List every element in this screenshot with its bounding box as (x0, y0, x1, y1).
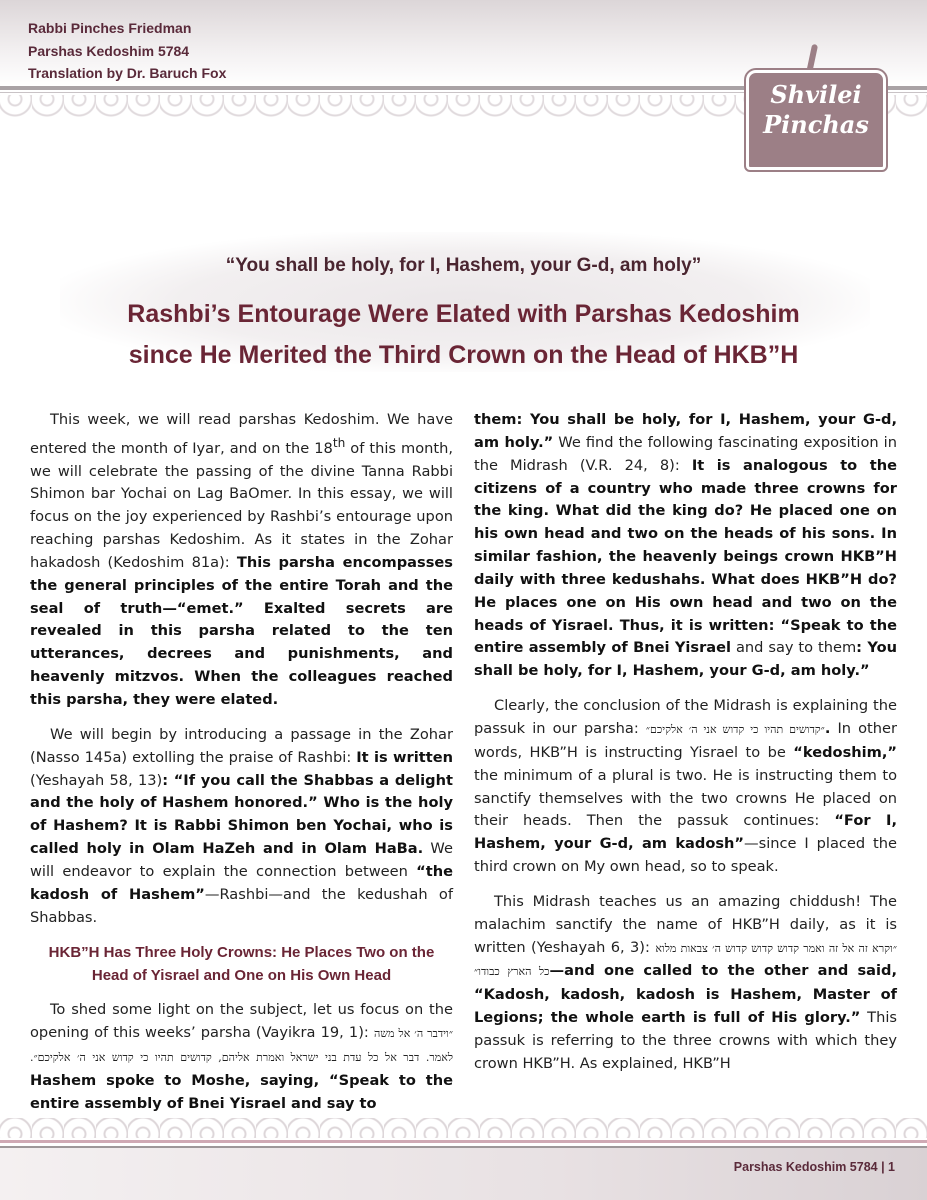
text-run: This passuk is referring to the three crowns with which they crown HKB”H. As explained, HKB”H (474, 1009, 897, 1072)
section-subheading: HKB”H Has Three Holy Crowns: He Places Two on the Head of Yisrael and One on His Own Head (48, 944, 435, 985)
text-run: We find the following fascinating exposition in the Midrash (V.R. 24, 8): (474, 433, 897, 474)
bold-text: “For I, Hashem, your G-d, am kadosh” (474, 812, 897, 853)
paragraph (30, 409, 453, 712)
footer-band (0, 1148, 927, 1200)
page-footer: Parshas Kedoshim 5784 | 1 (733, 1160, 895, 1174)
text-run: —since I placed the third crown on My own head, so to speak. (474, 835, 897, 876)
parsha-label: Parshas Kedoshim 5784 (28, 42, 190, 59)
text-run: th (332, 435, 346, 450)
paragraph (474, 695, 897, 879)
bold-text: : “If you call the Shabbas a delight and the holy of Hashem honored.” Who is the holy of Hashem? It is Rabbi Shimon ben Yochai, who is called holy in Olam HaZeh and in Olam HaBa. (30, 771, 453, 858)
header-info (28, 17, 226, 85)
text-run: —Rashbi—and the kedushah of Shabbas. (30, 885, 453, 926)
logo-text: Shvilei Pinchas (763, 80, 869, 139)
paragraph (474, 891, 897, 1076)
hebrew-quote: ״וקרא זה אל זה ואמר קדוש קדוש קדוש ה׳ צבאות מלוא כל הארץ כבודו״ (474, 941, 898, 979)
text-run: of this month, we will celebrate the passing of the divine Tanna Rabbi Shimon bar Yochai on Lag BaOmer. In this essay, we will focus on the joy experienced by Rashbi’s entourage upon reaching parshas Kedoshim. As it states in the Zohar hakadosh (Kedoshim 81a): (30, 439, 453, 571)
footer-ornament-border (0, 1118, 927, 1138)
text-run: This Midrash teaches us an amazing chiddush! The malachim sanctify the name of HKB”H daily, as it is written (Yeshayah 6, 3): (474, 892, 897, 956)
text-run: We will endeavor to explain the connection between (30, 840, 453, 880)
article-title (0, 294, 927, 376)
hebrew-quote: ״וידבר ה׳ אל משה לאמר. דבר אל כל עדת בני ישראל ואמרת אליהם, קדושים תהיו כי קדוש אני ה׳ אלקיכם״. (30, 1027, 453, 1065)
paragraph (30, 724, 453, 930)
title-line-2: since He Merited the Third Crown on the Head of HKB”H (128, 341, 799, 369)
bold-text: It is written (356, 748, 453, 766)
bold-text: them: You shall be holy, for I, Hashem, your G-d, am holy.” (474, 411, 897, 451)
text-run: This week, we will read parshas Kedoshim. We have entered the month of Iyar, and on the 18 (30, 411, 453, 457)
bold-text: Hashem spoke to Moshe, saying, “Speak to the entire assembly of Bnei Yisrael and say to (30, 1071, 453, 1112)
shvilei-pinchas-logo (738, 44, 894, 176)
text-run: (Yeshayah 58, 13) (30, 771, 163, 789)
text-run: the minimum of a plural is two. He is instructing them to sanctify themselves with the two crowns He placed on their heads. Then the passuk continues: (474, 766, 897, 830)
bold-text: It is analogous to the citizens of a country who made three crowns for the king. What did the king do? He placed one on his own head and two on the heads of his sons. In similar fashion, the heavenly beings crown HKB”H daily with three kedushahs. What does HKB”H do? He places one on His own head and two on the heads of Yisrael. Thus, it is written: “Speak to the entire assembly of Bnei Yisrael (474, 456, 897, 657)
translator: Translation by Dr. Baruch Fox (28, 65, 227, 81)
left-column (30, 409, 453, 1128)
text-run: To shed some light on the subject, let us focus on the opening of this weeks’ parsha (Vayikra 19, 1): (30, 1001, 453, 1042)
bold-text: “kedoshim,” (793, 743, 897, 761)
paragraph (474, 409, 897, 683)
title-line-1: Rashbi’s Entourage Were Elated with Parshas Kedoshim (127, 300, 800, 328)
text-run: and say to them (731, 639, 857, 657)
author: Rabbi Pinches Friedman (28, 20, 192, 36)
paragraph (30, 999, 453, 1115)
text-run: We will begin by introducing a passage in the Zohar (Nasso 145a) extolling the praise of Rashbi: (30, 725, 453, 766)
verse-quote: “You shall be holy, for I, Hashem, your G-d, am holy” (225, 255, 702, 276)
text-run: Clearly, the conclusion of the Midrash is explaining the passuk in our parsha: (474, 697, 897, 737)
bold-text: —and one called to the other and said, “Kadosh, kadosh, kadosh is Hashem, Master of Legions; the whole earth is full of His glory.” (474, 962, 898, 1027)
bold-text: : You shall be holy, for I, Hashem, your G-d, am holy.” (474, 639, 898, 680)
hebrew-quote: ״קדושים תהיו כי קדוש אני ה׳ אלקיכם״ (645, 722, 825, 736)
bold-text: This parsha encompasses the general principles of the entire Torah and the seal of truth—“emet.” Exalted secrets are revealed in this parsha related to the ten utterances, decrees and punishments, and heavenly mitzvos. When the colleagues reached this parsha, they were elated. (30, 553, 453, 708)
bold-text: “the kadosh of Hashem” (30, 862, 453, 903)
right-column (474, 409, 897, 1088)
footer-rule-pink (0, 1140, 927, 1143)
text-run: In other words, HKB”H is instructing Yisrael to be (474, 719, 897, 761)
bold-text: . (824, 719, 831, 737)
